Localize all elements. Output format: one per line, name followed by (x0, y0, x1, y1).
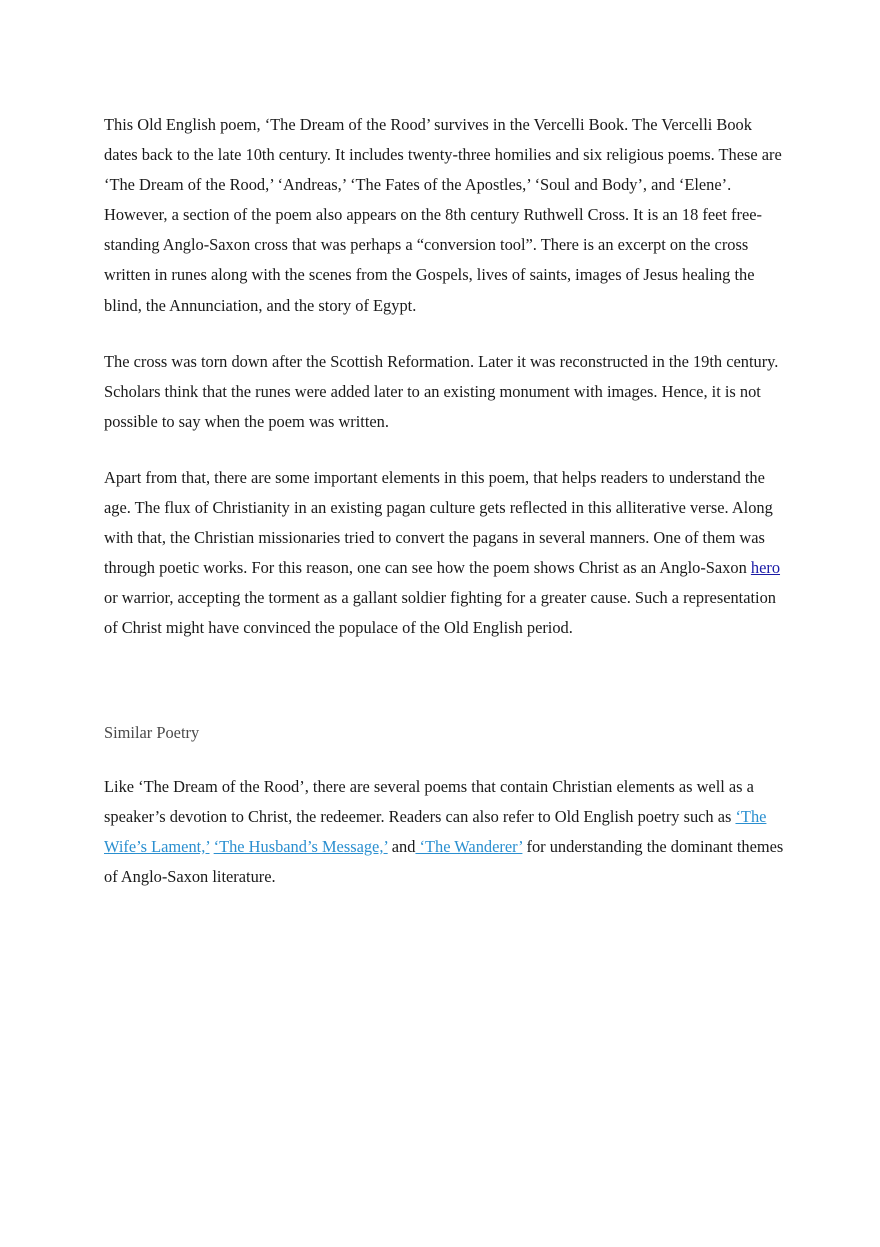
similar-poetry-text-1: Like ‘The Dream of the Rood’, there are several poems that contain Christian elements as well as a speaker’s devotion to Christ, the redeemer. Readers can also refer to Old English poetry such as (104, 776, 754, 826)
hero-link[interactable]: hero (750, 558, 781, 578)
document-body (104, 110, 784, 892)
wanderer-link[interactable]: ‘The Wanderer’ (415, 836, 523, 856)
paragraph-christian-elements (104, 463, 784, 644)
paragraph-christian-elements-text-1: Apart from that, there are some important elements in this poem, that helps readers to understand the age. The flux of Christianity in an existing pagan culture gets reflected in this alliterative verse. Along with that, the Christian missionaries tried to convert the pagans in several manners. One of them was through poetic works. For this reason, one can see how the poem shows Christ as an Anglo-Saxon (104, 467, 773, 578)
paragraph-christian-elements-text-2: or warrior, accepting the torment as a gallant soldier fighting for a greater cause. Such a representation of Christ might have convinced the populace of the Old English period. (104, 588, 776, 638)
section-heading-similar-poetry: Similar Poetry (104, 722, 200, 742)
similar-poetry-text-end: for understanding the dominant themes of Anglo-Saxon literature. (104, 836, 784, 886)
wifes-lament-link[interactable]: ‘The Wife’s Lament,’ (104, 806, 767, 856)
paragraph-vercelli-book: This Old English poem, ‘The Dream of the Rood’ survives in the Vercelli Book. The Vercelli Book dates back to the late 10th century. It includes twenty-three homilies and six religious poems. These are ‘The Dream of the Rood,’ ‘Andreas,’ ‘The Fates of the Apostles,’ ‘Soul and Body’, and ‘Elene’. However, a section of the poem also appears on the 8th century Ruthwell Cross. It is an 18 feet free-standing Anglo-Saxon cross that was perhaps a “conversion tool”. There is an excerpt on the cross written in runes along with the scenes from the Gospels, lives of saints, images of Jesus healing the blind, the Annunciation, and the story of Egypt. (104, 115, 782, 315)
paragraph-ruthwell-cross: The cross was torn down after the Scottish Reformation. Later it was reconstructed in the 19th century. Scholars think that the runes were added later to an existing monument with images. Hence, it is not possible to say when the poem was written. (104, 351, 779, 431)
similar-poetry-text-and: and (387, 836, 416, 856)
paragraph-similar-poetry (104, 772, 784, 892)
husbands-message-link[interactable]: ‘The Husband’s Message,’ (213, 836, 388, 856)
